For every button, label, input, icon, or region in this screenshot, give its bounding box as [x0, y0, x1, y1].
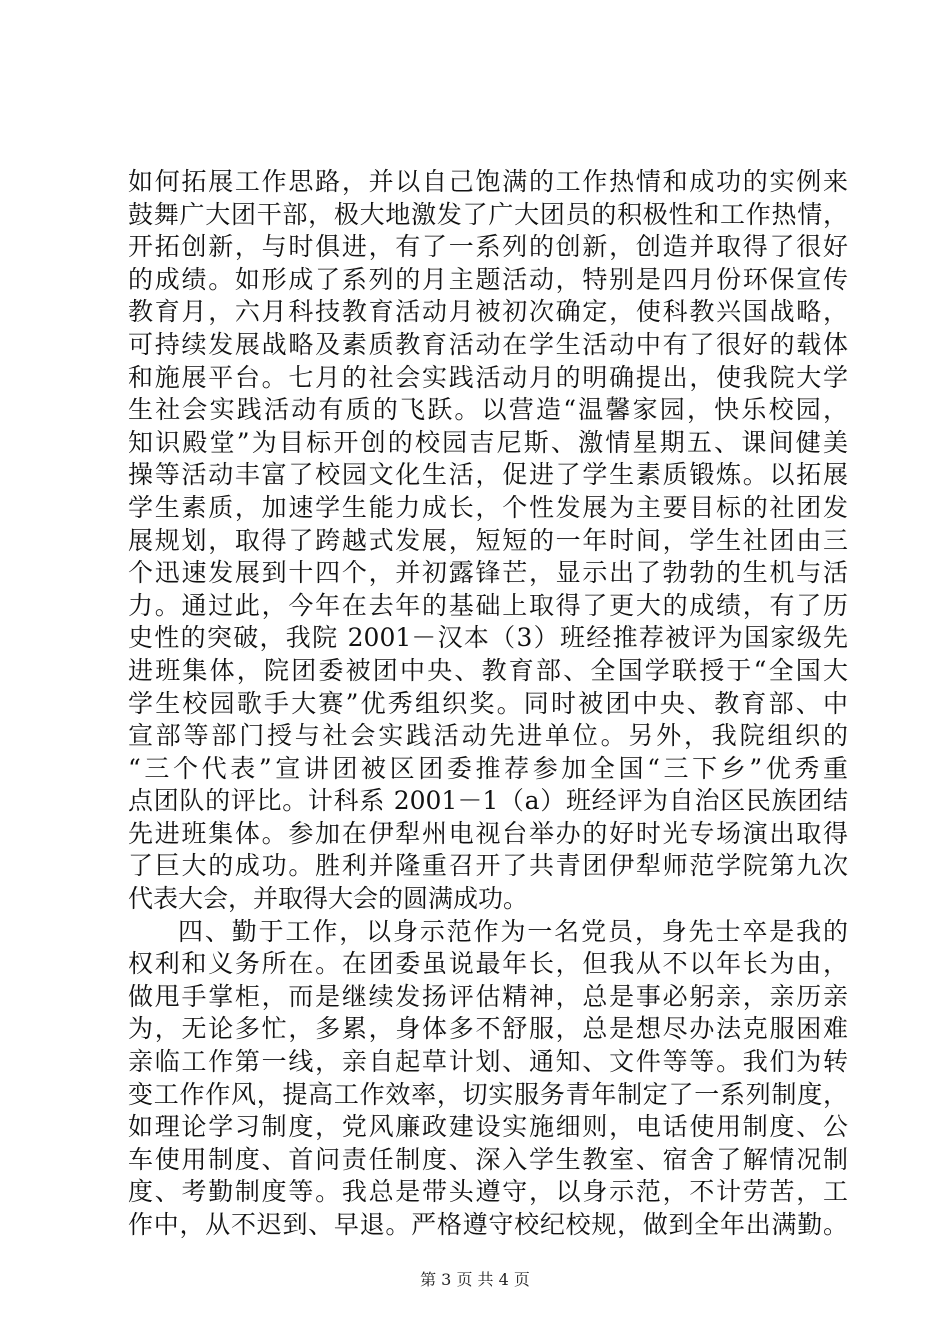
document-body [128, 166, 848, 1242]
text-line: 车使用制度、首问责任制度、深入学生教室、宿舍了解情况制 [128, 1144, 848, 1174]
text-line: 做甩手掌柜，而是继续发扬评估精神，总是事必躬亲，亲历亲 [128, 981, 848, 1011]
text-line: 操等活动丰富了校园文化生活，促进了学生素质锻炼。以拓展 [128, 460, 848, 490]
text-line: 教育月，六月科技教育活动月被初次确定，使科教兴国战略， [128, 297, 848, 327]
text-line: 宣部等部门授与社会实践活动先进单位。另外，我院组织的 [128, 721, 848, 751]
text-line: 变工作作风，提高工作效率，切实服务青年制定了一系列制度， [128, 1079, 848, 1109]
text-line: 如理论学习制度，党风廉政建设实施细则，电话使用制度、公 [128, 1112, 848, 1142]
text-line: 亲临工作第一线，亲自起草计划、通知、文件等等。我们为转 [128, 1047, 848, 1077]
text-line: 了巨大的成功。胜利并隆重召开了共青团伊犁师范学院第九次 [128, 851, 848, 881]
text-line: 生社会实践活动有质的飞跃。以营造“温馨家园，快乐校园， [128, 395, 848, 425]
text-line: 学生素质，加速学生能力成长，个性发展为主要目标的社团发 [128, 492, 848, 522]
text-line: 如何拓展工作思路，并以自己饱满的工作热情和成功的实例来 [128, 167, 848, 196]
text-line: 进班集体，院团委被团中央、教育部、全国学联授于“全国大 [128, 655, 848, 685]
text-line: 个迅速发展到十四个，并初露锋芒，显示出了勃勃的生机与活 [128, 558, 848, 588]
text-line: 可持续发展战略及素质教育活动在学生活动中有了很好的载体 [128, 329, 848, 359]
text-line-paragraph-end: 代表大会，并取得大会的圆满成功。 [128, 884, 529, 914]
text-line: 展规划，取得了跨越式发展，短短的一年时间，学生社团由三 [128, 525, 848, 555]
text-line: 和施展平台。七月的社会实践活动月的明确提出，使我院大学 [128, 362, 848, 392]
text-line: 知识殿堂”为目标开创的校园吉尼斯、激情星期五、课间健美 [128, 427, 848, 457]
text-line: 力。通过此，今年在去年的基础上取得了更大的成绩，有了历 [128, 590, 848, 620]
text-line: 史性的突破，我院 2001－汉本（3）班经推荐被评为国家级先 [128, 623, 848, 653]
text-line: 的成绩。如形成了系列的月主题活动，特别是四月份环保宣传 [128, 264, 848, 294]
page-number-footer: 第 3 页 共 4 页 [420, 1270, 530, 1289]
text-line: 度、考勤制度等。我总是带头遵守，以身示范，不计劳苦，工 [128, 1177, 848, 1207]
text-line: 作中，从不迟到、早退。严格遵守校纪校规，做到全年出满勤。 [128, 1210, 848, 1239]
text-line: 权利和义务所在。在团委虽说最年长，但我从不以年长为由， [128, 949, 848, 979]
text-line: “三个代表”宣讲团被区团委推荐参加全国“三下乡”优秀重 [128, 753, 848, 783]
text-line: 为，无论多忙，多累，身体多不舒服，总是想尽办法克服困难 [128, 1014, 848, 1044]
text-line: 点团队的评比。计科系 2001－1（a）班经评为自治区民族团结 [128, 786, 848, 816]
text-line-paragraph-start: 四、勤于工作，以身示范作为一名党员，身先士卒是我的 [178, 916, 848, 946]
text-line: 先进班集体。参加在伊犁州电视台举办的好时光专场演出取得 [128, 818, 848, 848]
text-line: 学生校园歌手大赛”优秀组织奖。同时被团中央、教育部、中 [128, 688, 848, 718]
text-line: 鼓舞广大团干部，极大地激发了广大团员的积极性和工作热情， [128, 199, 848, 229]
text-line: 开拓创新，与时俱进，有了一系列的创新，创造并取得了很好 [128, 232, 848, 262]
